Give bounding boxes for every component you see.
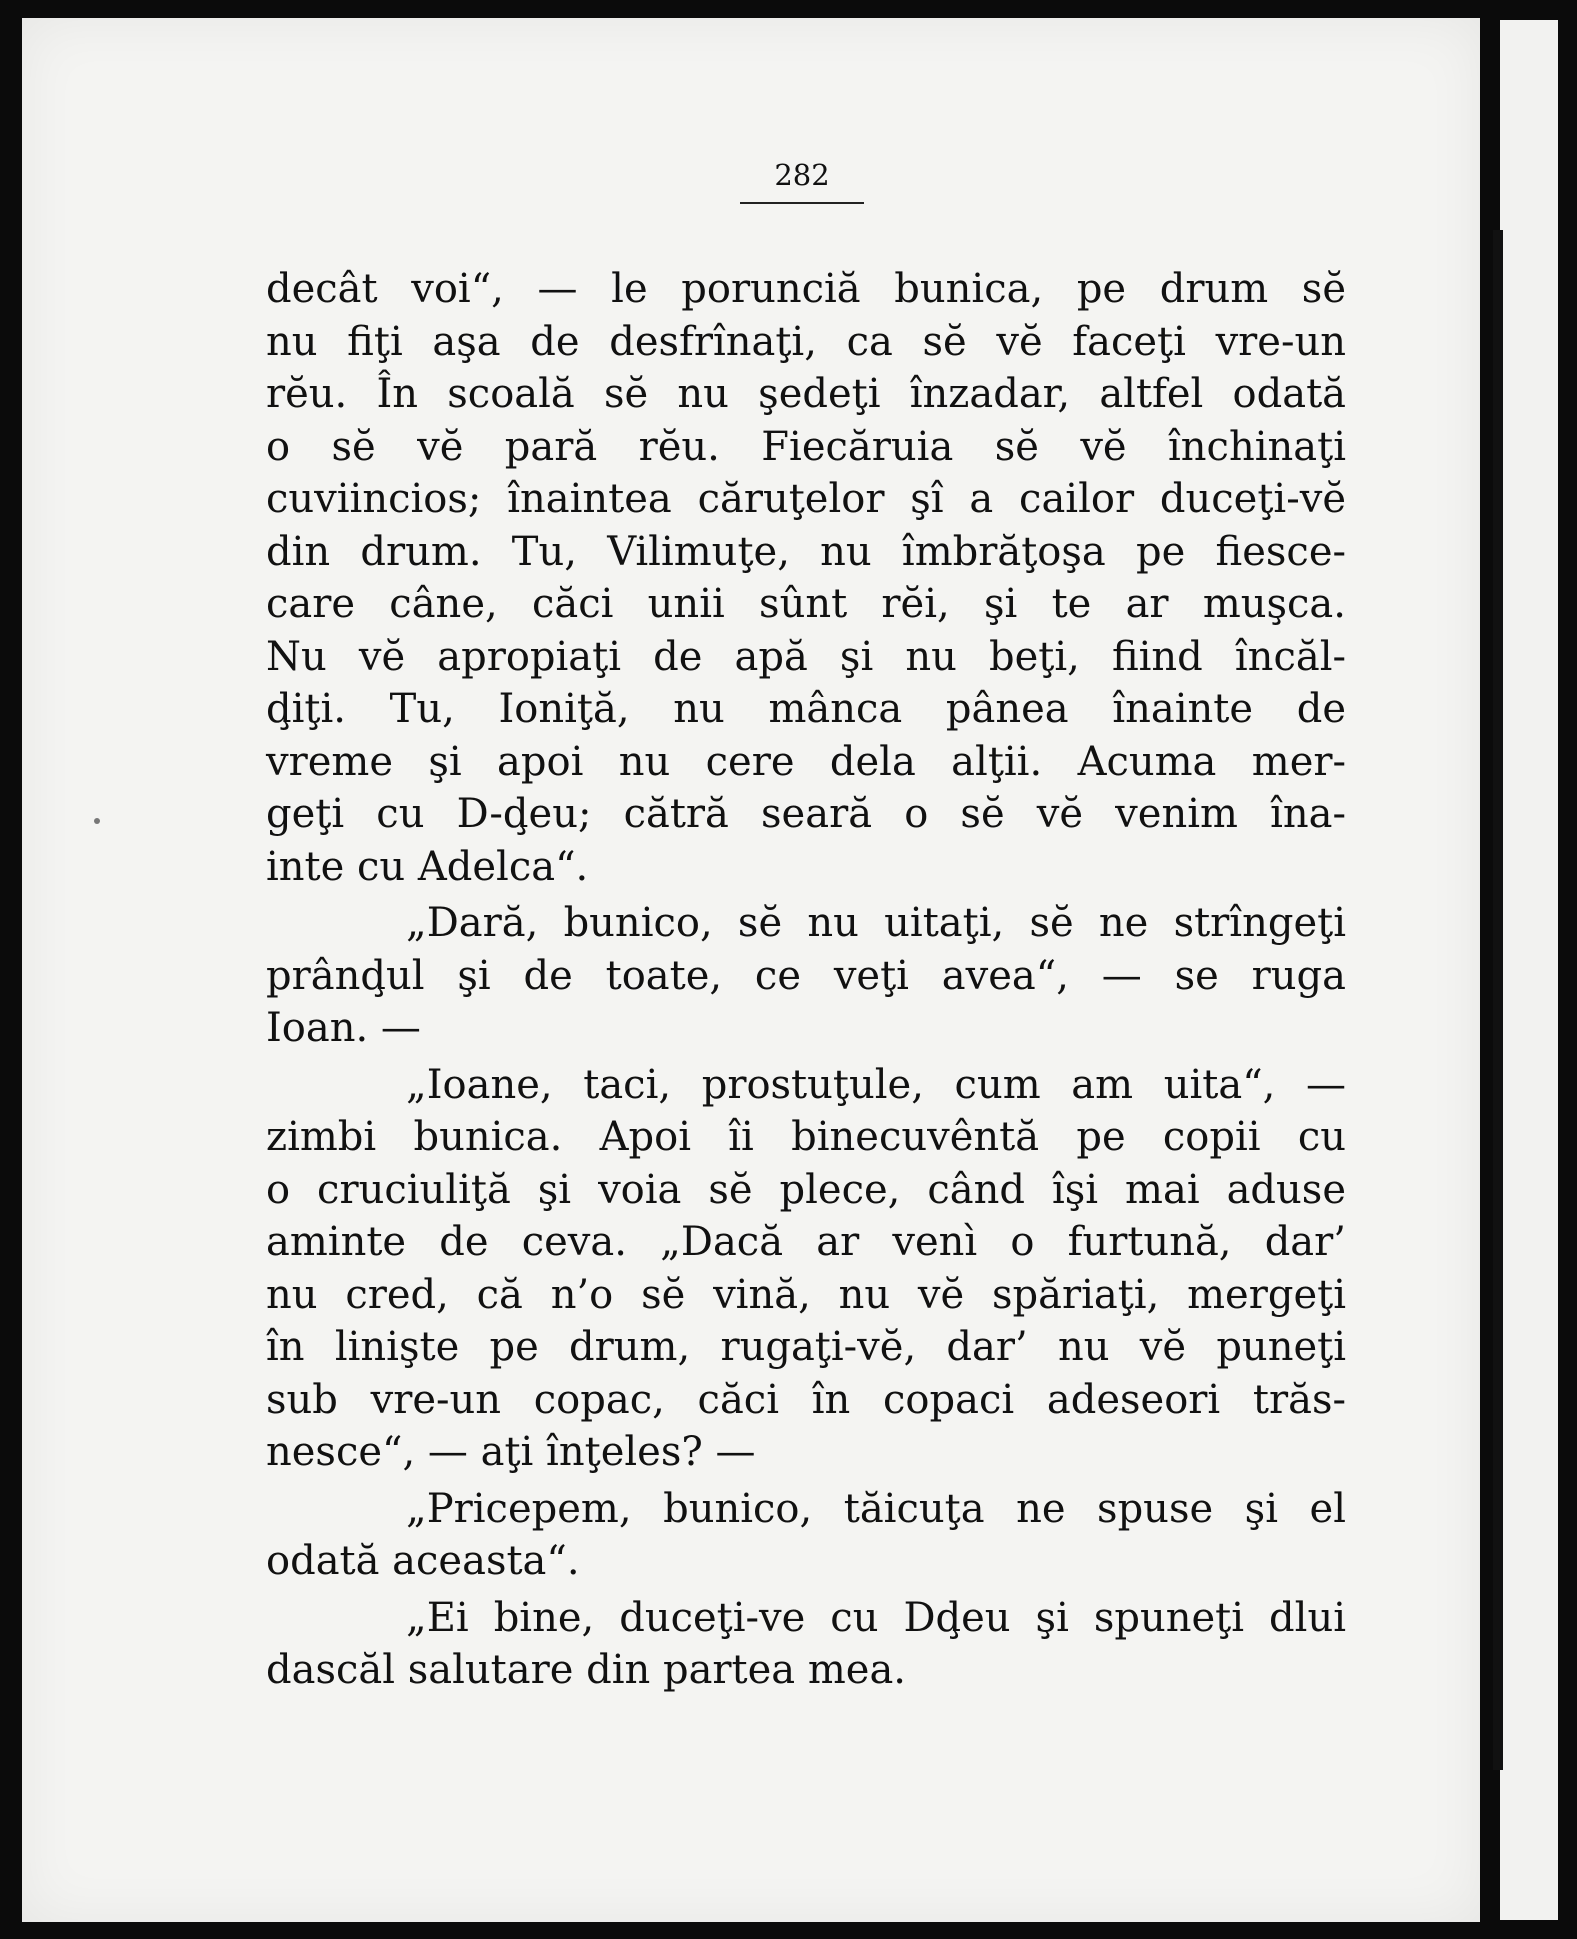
text-line: rĕu. În scoală sĕ nu şedeţi înzadar, altfel odată (266, 371, 1346, 417)
text-line: „Pricepem, bunico, tăicuţa ne spuse şi el (406, 1485, 1346, 1532)
paragraph (266, 1592, 1346, 1697)
paragraph (266, 1059, 1346, 1479)
page-number-rule (740, 202, 864, 204)
text-line: zimbi bunica. Apoi îi binecuvêntă pe copii cu (266, 1114, 1346, 1160)
text-line: aminte de ceva. „Dacă ar venì o furtună, dar’ (266, 1219, 1346, 1265)
text-line: decât voi“, — le porunciă bunica, pe drum sĕ (266, 266, 1346, 312)
paragraph (266, 263, 1346, 893)
text-line: în linişte pe drum, rugaţi-vĕ, dar’ nu vĕ puneţi (266, 1324, 1346, 1370)
text-line: „Dară, bunico, sĕ nu uitaţi, sĕ ne strîngeţi (406, 900, 1346, 946)
text-line: „Ioane, taci, prostuţule, cum am uita“, — (406, 1061, 1346, 1108)
page-number: 282 (774, 158, 830, 192)
text-line: dascăl salutare din partea mea. (266, 1647, 907, 1693)
text-line: o cruciuliţă şi voia sĕ plece, când îşi mai aduse (266, 1166, 1346, 1213)
adjacent-page-edge (1500, 20, 1558, 1920)
paragraph (266, 897, 1346, 1055)
scan-speck (94, 818, 100, 824)
text-line: geţi cu D-ḑeu; cătră seară o sĕ vĕ venim îna- (266, 791, 1346, 837)
text-line: o sĕ vĕ pară rĕu. Fiecăruia sĕ vĕ închinaţi (266, 423, 1346, 470)
body-text (266, 263, 1346, 1701)
text-line: Nu vĕ apropiaţi de apă şi nu beţi, fiind încăl- (266, 633, 1346, 680)
text-line: Ioan. — (266, 1005, 421, 1051)
page-gutter-shadow (1493, 230, 1503, 1770)
text-line: prânḑul şi de toate, ce veţi avea“, — se ruga (266, 952, 1346, 999)
text-line: din drum. Tu, Vilimuţe, nu îmbrăţoşa pe fiesce- (266, 528, 1346, 575)
text-line: vreme şi apoi nu cere dela alţii. Acuma mer- (266, 738, 1346, 785)
text-line: nesce“, — aţi înţeles? — (266, 1429, 756, 1475)
text-line: cuviincios; înaintea căruţelor şî a cailor duceţi-vĕ (266, 476, 1346, 522)
text-line: inte cu Adelca“. (266, 843, 589, 890)
text-line: sub vre-un copac, căci în copaci adeseori trăs- (266, 1376, 1346, 1423)
text-line: odată aceasta“. (266, 1538, 580, 1584)
text-line: „Ei bine, duceţi-ve cu Dḑeu şi spuneţi dlui (406, 1594, 1346, 1641)
text-line: nu cred, că n’o sĕ vină, nu vĕ spăriaţi, mergeţi (266, 1271, 1346, 1318)
text-line: ḑiţi. Tu, Ioniţă, nu mânca pânea înainte de (266, 686, 1346, 732)
text-line: nu fiţi aşa de desfrînaţi, ca sĕ vĕ faceţi vre-un (266, 318, 1346, 365)
text-line: care câne, căci unii sûnt rĕi, şi te ar muşca. (266, 581, 1346, 627)
paragraph (266, 1483, 1346, 1588)
